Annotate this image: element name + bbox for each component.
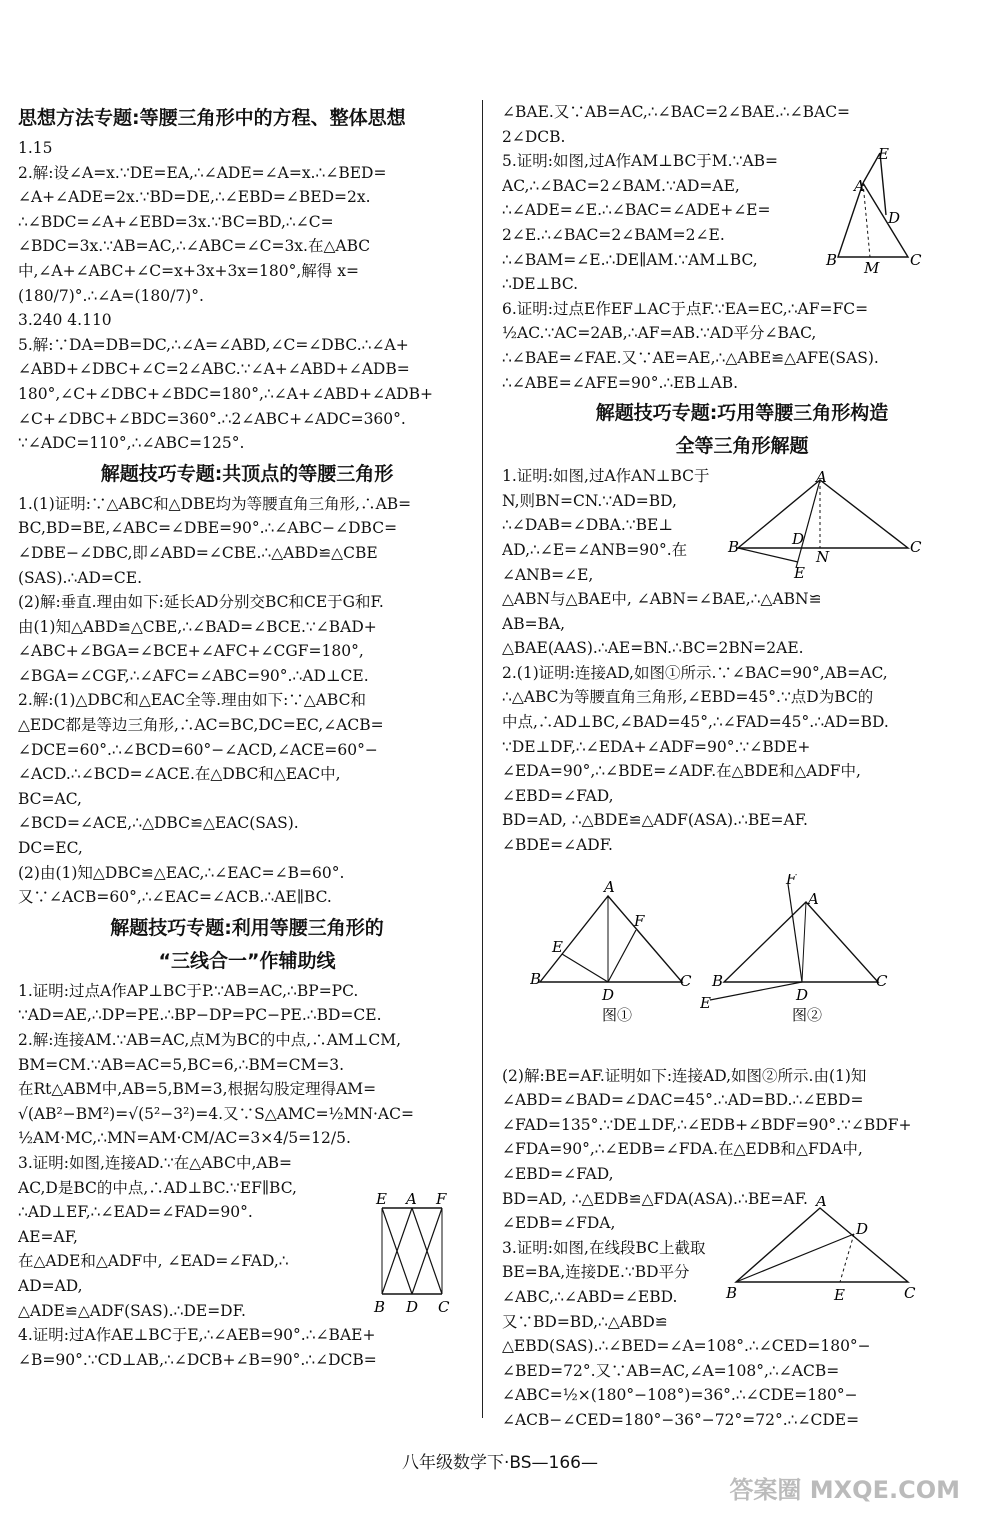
svg-text:B: B <box>374 1298 386 1316</box>
text-line: 6.证明:过点E作EF⊥AC于点F.∵EA=EC,∴AF=FC= <box>502 299 869 318</box>
text-line: ∠BGA=∠CGF,∴∠AFC=∠ABC=90°.∴AD⊥CE. <box>18 666 369 685</box>
figure-triangle-ade <box>818 145 928 275</box>
svg-text:D: D <box>792 530 805 548</box>
text-line: ∴△ABC为等腰直角三角形,∠EBD=45°.∵点D为BC的 <box>502 688 874 707</box>
text-line: AC,D是BC的中点,∴AD⊥BC.∵EF∥BC, <box>18 1178 297 1197</box>
text-line: 中,∠A+∠ABC+∠C=x+3x+3x=180°,解得 x= <box>18 261 359 280</box>
svg-text:B: B <box>728 538 740 556</box>
text-line: 2.解:设∠A=x.∵DE=EA,∴∠ADE=∠A=x.∴∠BED= <box>18 163 387 182</box>
text-line: ∴∠BAM=∠E.∴DE∥AM.∵AM⊥BC, <box>502 250 758 269</box>
text-line: ∠DCE=60°.∴∠BCD=60°−∠ACD,∠ACE=60°− <box>18 740 378 759</box>
svg-text:C: C <box>904 1284 916 1302</box>
text-line: (2)解:垂直.理由如下:延长AD分别交BC和CE于G和F. <box>18 593 384 612</box>
text-line: 在△ADE和△ADF中, ∠EAD=∠FAD,∴ <box>18 1252 289 1271</box>
text-line: ∴∠ADE=∠E.∴∠BAC=∠ADE+∠E= <box>502 201 771 220</box>
figure-ef-parallel <box>368 1188 458 1318</box>
text-line: ½AM·MC,∴MN=AM·CM/AC=3×4/5=12/5. <box>18 1129 351 1148</box>
left-column <box>18 100 476 1372</box>
svg-text:C: C <box>680 972 692 990</box>
text-line: 2.(1)证明:连接AD,如图①所示.∵∠BAC=90°,AB=AC, <box>502 663 888 682</box>
svg-text:E: E <box>376 1190 387 1208</box>
section-title-congruent-a: 解题技巧专题:巧用等腰三角形构造 <box>595 402 889 425</box>
text-line: △EBD(SAS).∴∠BED=∠A=108°.∴∠CED=180°− <box>502 1337 871 1356</box>
text-line: AE=AF, <box>18 1227 78 1246</box>
section-body-common-vertex <box>18 492 476 910</box>
svg-text:A: A <box>816 1196 827 1210</box>
svg-text:C: C <box>876 972 888 990</box>
text-line: △EDC都是等边三角形,∴AC=BC,DC=EC,∠ACB= <box>18 716 384 735</box>
svg-text:A: A <box>604 878 615 896</box>
text-line: ∠ANB=∠E, <box>502 565 594 584</box>
text-line: ∠EDA=90°,∴∠BDE=∠ADF.在△BDE和△ADF中, <box>502 762 861 781</box>
svg-text:B: B <box>826 251 838 269</box>
svg-text:M: M <box>864 259 880 275</box>
svg-text:N: N <box>816 548 830 566</box>
text-line: 又∵BD=BD,∴△ABD≌ <box>502 1312 668 1331</box>
text-line: ∠DBE−∠DBC,即∠ABD=∠CBE.∴△ABD≌△CBE <box>18 543 378 562</box>
figure-2 <box>700 874 900 1024</box>
text-line: ∠EBD=∠FAD, <box>502 786 614 805</box>
text-line: 1.(1)证明:∵△ABC和△DBE均为等腰直角三角形,∴AB= <box>18 494 412 513</box>
text-line: ∠C+∠DBC+∠BDC=360°.∴2∠ABC+∠ADC=360°. <box>18 409 406 428</box>
text-line: BC=AC, <box>18 789 82 808</box>
text-line: ∠BDE=∠ADF. <box>502 836 613 855</box>
svg-text:D: D <box>796 986 809 1004</box>
text-line: (180/7)°.∴∠A=(180/7)°. <box>18 286 204 305</box>
section-title-three-lines-a: 解题技巧专题:利用等腰三角形的 <box>110 916 384 939</box>
text-line: ∠BCD=∠ACE,∴△DBC≌△EAC(SAS). <box>18 814 299 833</box>
text-line: 2.解:(1)△DBC和△EAC全等.理由如下:∵△ABC和 <box>18 691 366 710</box>
text-line: ∠ACB−∠CED=180°−36°−72°=72°.∴∠CDE= <box>502 1410 860 1429</box>
text-line: ∠BED=72°.又∵AB=AC,∠A=108°,∴∠ACB= <box>502 1361 840 1380</box>
svg-text:A: A <box>808 890 819 908</box>
text-line: ∠A+∠ADE=2x.∵BD=DE,∴∠EBD=∠BED=2x. <box>18 188 371 207</box>
text-line: 又∵∠ACB=60°,∴∠EAC=∠ACB.∴AE∥BC. <box>18 888 332 907</box>
text-line: ∠ABC,∴∠ABD=∠EBD. <box>502 1287 678 1306</box>
svg-text:A: A <box>854 177 865 195</box>
figure-1-label: 图① <box>602 1006 633 1024</box>
svg-text:A: A <box>816 470 827 486</box>
text-line: DC=EC, <box>18 839 83 858</box>
text-line: △ABN与△BAE中, ∠ABN=∠BAE,∴△ABN≌ <box>502 590 822 609</box>
text-line: 1.证明:如图,过A作AN⊥BC于 <box>502 467 710 486</box>
column-divider <box>482 100 483 1418</box>
svg-text:E: E <box>834 1286 845 1304</box>
text-line: 5.解:∵DA=DB=DC,∴∠A=∠ABD,∠C=∠DBC.∴∠A+ <box>18 335 409 354</box>
text-line: ∠EDB=∠FDA, <box>502 1214 616 1233</box>
text-line: ∠ABC+∠BGA=∠BCE+∠AFC+∠CGF=180°, <box>18 642 364 661</box>
text-line: √(AB²−BM²)=√(5²−3²)=4.又∵S△AMC=½MN·AC= <box>18 1104 414 1123</box>
text-line: 1.15 <box>18 139 53 157</box>
svg-text:B: B <box>726 1284 738 1302</box>
text-line: ∴∠BDC=∠A+∠EBD=3x.∵BC=BD,∴∠C= <box>18 212 334 231</box>
text-line: ∴∠DAB=∠DBA.∵BE⊥ <box>502 516 673 535</box>
text-line: ∠ABC=½×(180°−108°)=36°.∴∠CDE=180°− <box>502 1386 858 1405</box>
svg-text:F: F <box>436 1190 447 1208</box>
text-line: 2∠DCB. <box>502 127 566 146</box>
svg-text:F: F <box>786 874 797 888</box>
section-title-common-vertex: 解题技巧专题:共顶点的等腰三角形 <box>100 462 394 485</box>
svg-text:C: C <box>910 538 922 556</box>
text-line: 1.证明:过点A作AP⊥BC于P.∵AB=AC,∴BP=PC. <box>18 981 359 1000</box>
text-line: ∵∠ADC=110°,∴∠ABC=125°. <box>18 434 245 453</box>
text-line: ∠BDC=3x.∵AB=AC,∴∠ABC=∠C=3x.在△ABC <box>18 237 371 256</box>
section-body-equation <box>18 136 476 456</box>
text-line: (SAS).∴AD=CE. <box>18 568 143 587</box>
text-line: 2∠E.∴∠BAC=2∠BAM=2∠E. <box>502 225 725 244</box>
text-line: ∠ABD+∠DBC+∠C=2∠ABC.∵∠A+∠ABD+∠ADB= <box>18 360 410 379</box>
text-line: ∴∠BAE=∠FAE.又∵AE=AE,∴△ABE≌△AFE(SAS). <box>502 348 879 367</box>
svg-text:B: B <box>712 972 724 990</box>
figure-2-label: 图② <box>792 1006 823 1024</box>
text-line: ∠EBD=∠FAD, <box>502 1165 614 1183</box>
text-line: ∠BAE.又∵AB=AC,∴∠BAC=2∠BAE.∴∠BAC= <box>502 103 851 121</box>
text-line: ∠ABD=∠BAD=∠DAC=45°.∴AD=BD.∴∠EBD= <box>502 1091 864 1110</box>
text-line: △BAE(AAS).∴AE=BN.∴BC=2BN=2AE. <box>502 639 804 658</box>
text-line: ½AC.∵AC=2AB,∴AF=AB.∵AD平分∠BAC, <box>502 324 817 343</box>
text-line: 180°,∠C+∠DBC+∠BDC=180°,∴∠A+∠ABD+∠ADB+ <box>18 384 433 403</box>
text-line: AB=BA, <box>502 614 566 633</box>
text-line: ∵DE⊥DF,∴∠EDA+∠ADF=90°.∵∠BDE+ <box>502 737 811 756</box>
text-line: 在Rt△ABM中,AB=5,BM=3,根据勾股定理得AM= <box>18 1080 377 1099</box>
text-line: 2.解:连接AM.∵AB=AC,点M为BC的中点,∴AM⊥CM, <box>18 1031 401 1049</box>
text-line: ∴AD⊥EF,∴∠EAD=∠FAD=90°. <box>18 1203 253 1222</box>
svg-text:A: A <box>406 1190 417 1208</box>
text-line: ∵AD=AE,∴DP=PE.∴BP−DP=PC−PE.∴BD=CE. <box>18 1006 382 1025</box>
page-footer: 八年级数学下·BS—166— <box>401 1453 598 1473</box>
figure-abn-bae <box>724 470 924 580</box>
text-line: BM=CM.∵AB=AC=5,BC=6,∴BM=CM=3. <box>18 1055 345 1074</box>
text-line: BD=AD, ∴△BDE≌△ADF(ASA).∴BE=AF. <box>502 811 808 830</box>
watermark: 答案圈 MXQE.COM <box>729 1476 960 1504</box>
text-line: AD,∴∠E=∠ANB=90°.在 <box>502 540 688 559</box>
section-title-three-lines-b: “三线合一”作辅助线 <box>158 949 336 972</box>
svg-text:E: E <box>700 994 711 1012</box>
figure-1 <box>530 874 700 1024</box>
text-line: ∠FAD=135°.∵DE⊥DF,∴∠EDB+∠BDF=90°.∵∠BDF+ <box>502 1115 912 1134</box>
svg-text:C: C <box>910 251 922 269</box>
text-line: 4.证明:过A作AE⊥BC于E,∴∠AEB=90°.∴∠BAE+ <box>18 1326 376 1345</box>
svg-text:F: F <box>634 912 645 930</box>
text-line: ∠FDA=90°,∴∠EDB=∠FDA.在△EDB和△FDA中, <box>502 1140 863 1159</box>
text-line: (2)解:BE=AF.证明如下:连接AD,如图②所示.由(1)知 <box>502 1066 867 1085</box>
figure-abc-108 <box>724 1196 924 1306</box>
text-line: BC,BD=BE,∠ABC=∠DBE=90°.∴∠ABC−∠DBC= <box>18 519 398 538</box>
text-line: △ADE≌△ADF(SAS).∴DE=DF. <box>18 1301 246 1320</box>
text-line: 3.证明:如图,连接AD.∵在△ABC中,AB= <box>18 1153 292 1172</box>
text-line: 3.240 4.110 <box>18 311 112 330</box>
svg-text:D: D <box>856 1220 869 1238</box>
text-line: N,则BN=CN.∵AD=BD, <box>502 491 677 510</box>
svg-text:E: E <box>878 145 889 163</box>
svg-text:D: D <box>602 986 615 1004</box>
section-title-equation: 思想方法专题:等腰三角形中的方程、整体思想 <box>18 107 406 129</box>
svg-text:C: C <box>438 1298 450 1316</box>
text-line: ∠ACD.∴∠BCD=∠ACE.在△DBC和△EAC中, <box>18 765 341 784</box>
text-line: 中点,∴AD⊥BC,∠BAD=45°,∴∠FAD=45°.∴AD=BD. <box>502 713 889 732</box>
text-line: 由(1)知△ABD≌△CBE,∴∠BAD=∠BCE.∵∠BAD+ <box>18 617 377 636</box>
svg-text:D: D <box>406 1298 419 1316</box>
svg-text:B: B <box>530 970 542 988</box>
text-line: ∴DE⊥BC. <box>502 275 579 294</box>
text-line: AD=AD, <box>18 1276 83 1295</box>
text-line: ∠B=90°.∵CD⊥AB,∴∠DCB+∠B=90°.∴∠DCB= <box>18 1350 377 1369</box>
text-line: BD=AD, ∴△EDB≌△FDA(ASA).∴BE=AF. <box>502 1189 808 1208</box>
text-line: BE=BA,连接DE.∵BD平分 <box>502 1263 690 1282</box>
svg-text:E: E <box>794 564 805 580</box>
text-line: (2)由(1)知△DBC≌△EAC,∴∠EAC=∠B=60°. <box>18 863 345 882</box>
section-title-congruent-b: 全等三角形解题 <box>675 435 809 458</box>
text-line: AC,∴∠BAC=2∠BAM.∵AD=AE, <box>502 176 740 195</box>
text-line: 3.证明:如图,在线段BC上截取 <box>502 1238 706 1257</box>
svg-text:D: D <box>888 209 901 227</box>
svg-text:E: E <box>552 938 563 956</box>
text-line: 5.证明:如图,过A作AM⊥BC于M.∵AB= <box>502 152 779 171</box>
text-line: ∴∠ABE=∠AFE=90°.∴EB⊥AB. <box>502 373 739 392</box>
